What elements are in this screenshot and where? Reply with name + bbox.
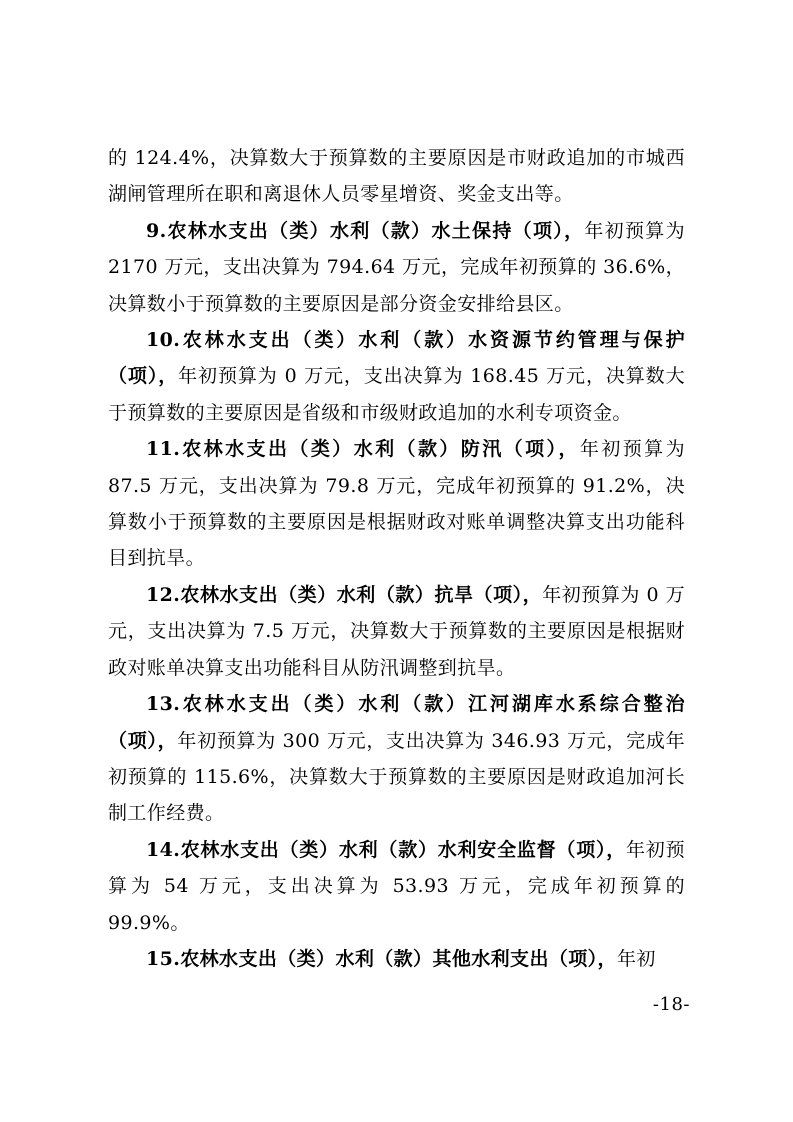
paragraph-item-14 (108, 832, 685, 941)
paragraph-body: 年初预算为 54 万元，支出决算为 53.93 万元，完成年初预算的 99.9%。 (108, 838, 685, 934)
paragraph-body: 年初预算为 2170 万元，支出决算为 794.64 万元，完成年初预算的 36.6%，决算数小于预算数的主要原因是部分资金安排给县区。 (108, 219, 685, 315)
item-heading: 11.农林水支出（类）水利（款）防汛（项）， (146, 438, 580, 461)
item-heading: 9.农林水支出（类）水利（款）水土保持（项）， (146, 219, 585, 242)
paragraph-continuation (108, 140, 685, 213)
paragraph-item-15 (108, 941, 685, 977)
paragraph-item-11 (108, 431, 685, 577)
paragraph-body: 年初预算为 0 万元，支出决算为 7.5 万元，决算数大于预算数的主要原因是根据财政对账单决算支出功能科目从防汛调整到抗旱。 (108, 583, 685, 679)
paragraph-body: 年初预算为 87.5 万元，支出决算为 79.8 万元，完成年初预算的 91.2%，决算数小于预算数的主要原因是根据财政对账单调整决算支出功能科目到抗旱。 (108, 438, 685, 570)
paragraph-item-13 (108, 686, 685, 832)
item-heading: 14.农林水支出（类）水利（款）水利安全监督（项）， (146, 838, 627, 861)
paragraph-item-12 (108, 577, 685, 686)
paragraph-body: 的 124.4%，决算数大于预算数的主要原因是市财政追加的市城西湖闸管理所在职和离退休人员零星增资、奖金支出等。 (108, 147, 685, 206)
item-heading: 12.农林水支出（类）水利（款）抗旱（项）， (146, 583, 543, 606)
item-heading: 10.农林水支出（类）水利（款）水资源节约管理与保护（项）， (108, 329, 685, 388)
paragraph-body: 年初预算为 300 万元，支出决算为 346.93 万元，完成年初预算的 115.6%，决算数大于预算数的主要原因是财政追加河长制工作经费。 (108, 729, 685, 825)
paragraph-item-10 (108, 322, 685, 431)
page-number: -18- (652, 994, 690, 1015)
item-heading: 15.农林水支出（类）水利（款）其他水利支出（项）， (146, 947, 617, 970)
paragraph-body: 年初预算为 0 万元，支出决算为 168.45 万元，决算数大于预算数的主要原因是省级和市级财政追加的水利专项资金。 (108, 365, 685, 424)
paragraph-body: 年初 (616, 947, 656, 970)
paragraph-item-9 (108, 213, 685, 322)
item-heading: 13.农林水支出（类）水利（款）江河湖库水系综合整治（项）， (108, 693, 685, 752)
